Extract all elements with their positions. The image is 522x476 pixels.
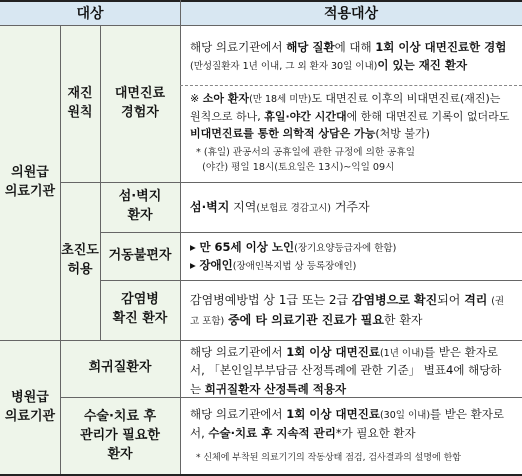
- islands-label: 섬·벽지 환자: [118, 189, 162, 223]
- column-divider-level: [60, 25, 61, 476]
- face-to-face-experienced-cell: [100, 25, 180, 182]
- header-applied: [180, 0, 522, 25]
- header-divider: [0, 25, 522, 26]
- post-surgery-label: 수술·치료 후 관리가 필요한 환자: [80, 409, 160, 462]
- revisit-principle-label: 재진 원칙: [67, 85, 93, 120]
- infectious-label: 감염병 확진 환자: [112, 292, 168, 326]
- header-target-text: 대상: [76, 5, 104, 22]
- post-surgery-text: [180, 397, 522, 445]
- post-surgery-cell: [60, 397, 180, 476]
- infectious-cell: [100, 280, 180, 340]
- post-surgery-footnote: [180, 446, 522, 476]
- revisit-main-text: [180, 25, 522, 85]
- infectious-text: [180, 280, 522, 340]
- post-surgery-content: 해당 의료기관에서 1회 이상 대면진료(30일 이내)를 받은 환자로서, 수술·치료 후 지속적 관리*가 필요한 환자: [190, 407, 504, 440]
- clinic-level-label: 의원급 의료기관: [4, 164, 56, 199]
- holiday-night-footnote-content: * (휴일) 관공서의 공휴일에 관한 규정에 의한 공휴일 (야간) 평일 18시(토요일은 13시)~익일 09시: [196, 147, 415, 173]
- mobility-text: [180, 232, 522, 280]
- hospital-level-label: 병원급 의료기관: [4, 390, 56, 424]
- rare-disease-text: [180, 340, 522, 397]
- pediatric-note: [180, 86, 522, 142]
- islands-cell: [100, 182, 180, 232]
- rare-disease-cell: [60, 340, 180, 397]
- row-divider-infectious: [100, 280, 522, 281]
- mobility-content: ▸ 만 65세 이상 노인(장기요양등급자에 한함) ▸ 장애인(장애인복지법 상 등록장애인): [190, 239, 397, 272]
- holiday-night-footnote: [180, 143, 522, 182]
- pediatric-note-content: ※ 소아 환자(만 18세 미만)도 대면진료 이후의 비대면진료(재진)는 원칙으로 하나, 휴일·야간 시간대에 한해 대면진료 기록이 없더라도 비대면진료를 통한 의학적 상담은 가능(처방 불가): [190, 92, 510, 141]
- column-divider-content: [180, 0, 181, 476]
- mobility-cell: [100, 232, 180, 280]
- infectious-content: 감염병예방법 상 1급 또는 2급 감염병으로 확진되어 격리 (권고 포함) 중에 타 의료기관 진료가 필요한 환자: [190, 292, 505, 327]
- islands-text: [180, 182, 522, 232]
- revisit-principle-cell: [60, 25, 100, 182]
- revisit-main-content: 해당 의료기관에서 해당 질환에 대해 1회 이상 대면진료한 경험(만성질환자 1년 이내, 그 외 환자 30일 이내)이 있는 재진 환자: [190, 40, 507, 72]
- first-visit-allowed-cell: [60, 182, 100, 340]
- row-divider-mobility: [100, 232, 522, 233]
- clinic-level-cell: [0, 25, 60, 340]
- row-divider-hospital: [0, 340, 522, 341]
- row-divider-surgery: [60, 397, 522, 398]
- row-divider-first-visit: [60, 182, 522, 183]
- first-visit-allowed-label: 초진도 허용: [61, 243, 99, 277]
- top-border: [0, 0, 522, 2]
- mobility-label: 거동불편자: [108, 247, 172, 263]
- islands-content: 섬·벽지 지역(보험료 경감고시) 거주자: [190, 199, 370, 214]
- rare-disease-content: 해당 의료기관에서 1회 이상 대면진료(1년 이내)를 받은 환자로서, 「본인일부부담금 산정특례에 관한 기준」 별표4에 해당하는 희귀질환자 산정특례 적용자: [190, 345, 502, 396]
- hospital-level-cell: [0, 340, 60, 476]
- revisit-dashed-divider: [180, 85, 522, 86]
- rare-disease-label: 희귀질환자: [88, 360, 152, 376]
- face-to-face-experienced-label: 대면진료 경험자: [114, 85, 166, 120]
- post-surgery-footnote-text: * 신체에 부착된 의료기기의 작동상태 점검, 검사결과의 설명에 한함: [196, 453, 461, 463]
- header-applied-text: 적용대상: [323, 5, 379, 22]
- header-target: [0, 0, 180, 25]
